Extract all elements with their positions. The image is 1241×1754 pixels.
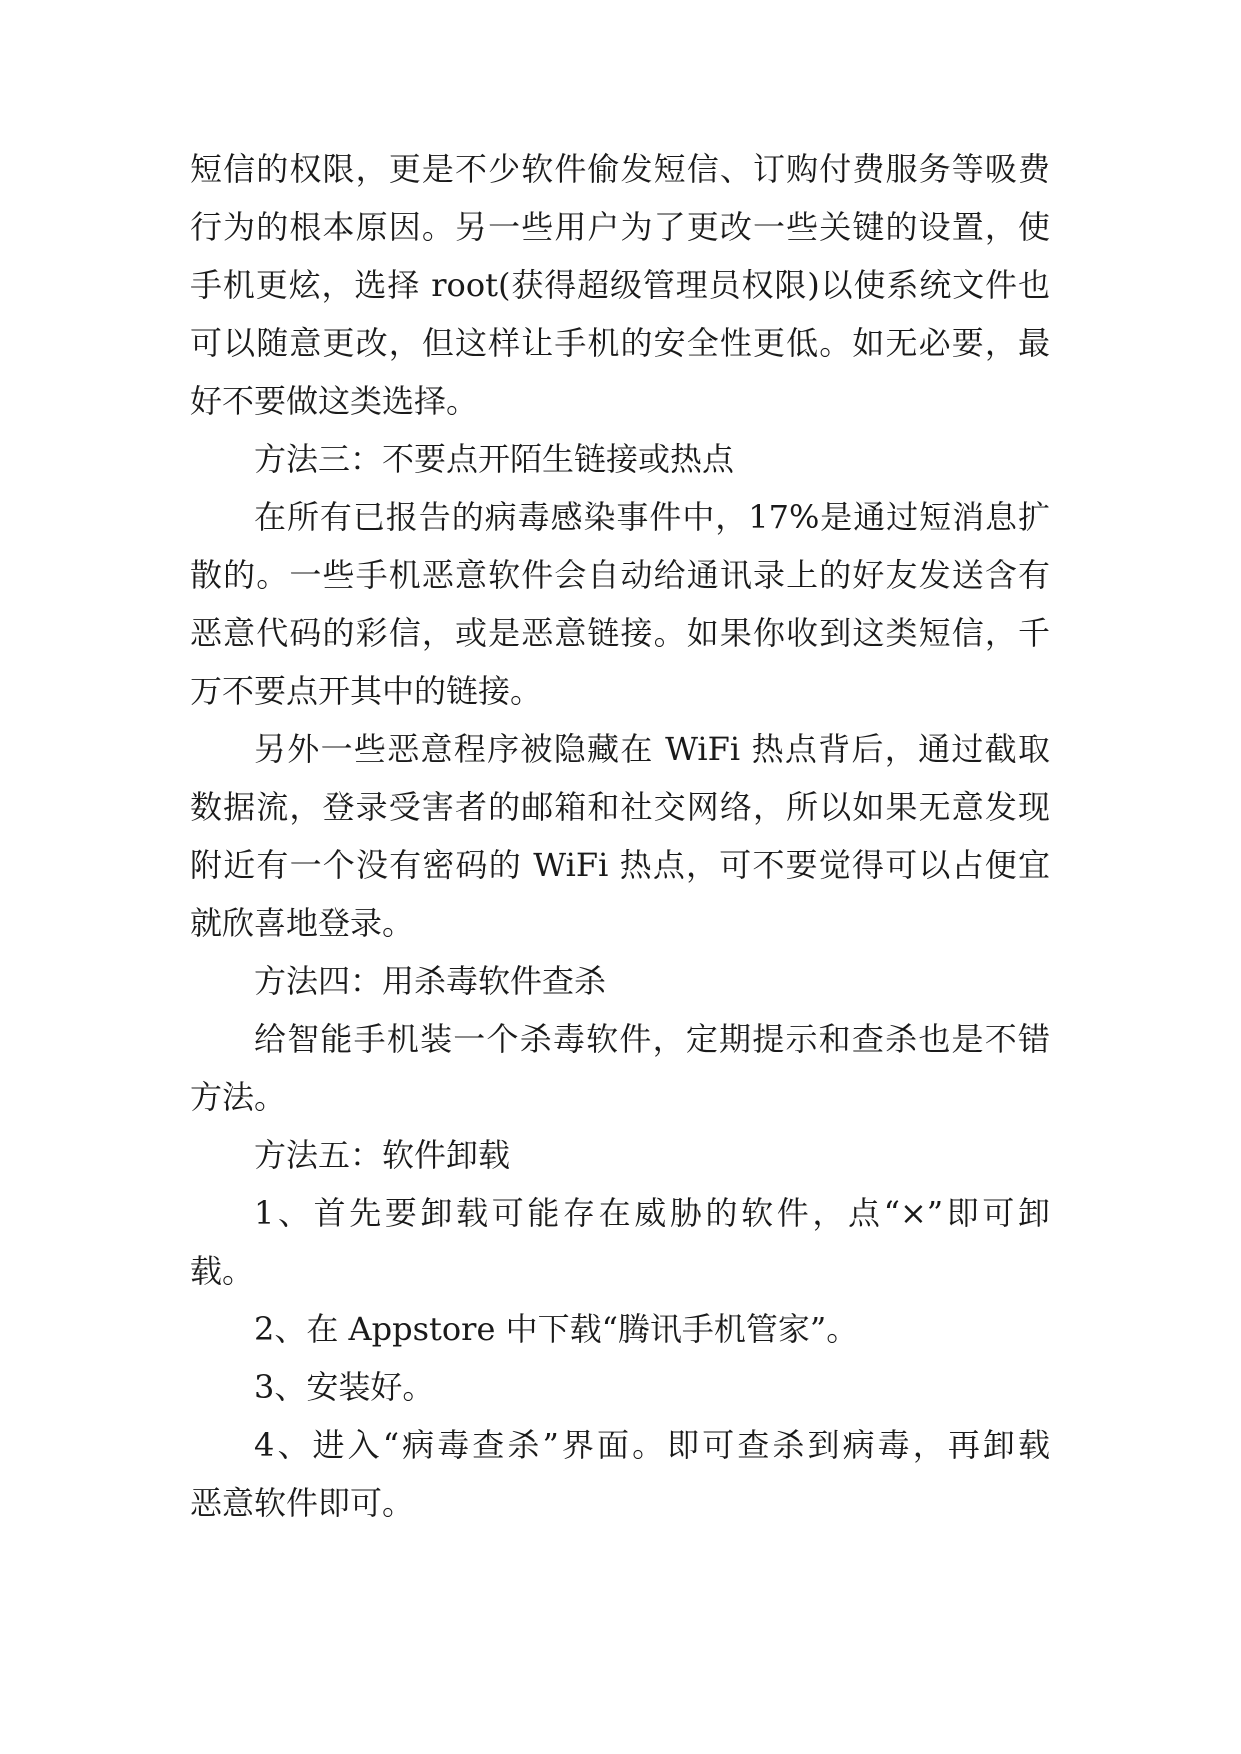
section-heading: 方法五：软件卸载 <box>254 1136 511 1174</box>
text-line: 手机更炫，选择 root(获得超级管理员权限)以使系统文件也 <box>190 266 1050 304</box>
text-line: 1、首先要卸载可能存在威胁的软件，点“×”即可卸 <box>254 1194 1050 1232</box>
text-line: 行为的根本原因。另一些用户为了更改一些关键的设置，使 <box>190 208 1050 246</box>
text-line: 给智能手机装一个杀毒软件，定期提示和查杀也是不错 <box>254 1020 1050 1058</box>
section-heading: 方法四：用杀毒软件查杀 <box>254 962 607 1000</box>
text-line: 3、安装好。 <box>254 1368 435 1406</box>
text-line: 短信的权限，更是不少软件偷发短信、订购付费服务等吸费 <box>190 150 1050 188</box>
text-line: 2、在 Appstore 中下载“腾讯手机管家”。 <box>254 1310 859 1348</box>
text-line: 就欣喜地登录。 <box>190 904 415 942</box>
text-line: 好不要做这类选择。 <box>190 382 479 420</box>
text-line: 在所有已报告的病毒感染事件中，17%是通过短消息扩 <box>254 498 1050 536</box>
text-line: 4、进入“病毒查杀”界面。即可查杀到病毒，再卸载 <box>254 1426 1050 1464</box>
text-line: 另外一些恶意程序被隐藏在 WiFi 热点背后，通过截取 <box>254 730 1050 768</box>
text-line: 万不要点开其中的链接。 <box>190 672 543 710</box>
text-line: 方法。 <box>190 1078 287 1116</box>
text-line: 恶意软件即可。 <box>190 1484 415 1522</box>
text-line: 可以随意更改，但这样让手机的安全性更低。如无必要，最 <box>190 324 1050 362</box>
text-line: 附近有一个没有密码的 WiFi 热点，可不要觉得可以占便宜 <box>190 846 1050 884</box>
section-heading: 方法三：不要点开陌生链接或热点 <box>254 440 735 478</box>
text-line: 数据流，登录受害者的邮箱和社交网络，所以如果无意发现 <box>190 788 1050 826</box>
text-line: 恶意代码的彩信，或是恶意链接。如果你收到这类短信，千 <box>190 614 1050 652</box>
text-line: 散的。一些手机恶意软件会自动给通讯录上的好友发送含有 <box>190 556 1050 594</box>
text-line: 载。 <box>190 1252 255 1290</box>
